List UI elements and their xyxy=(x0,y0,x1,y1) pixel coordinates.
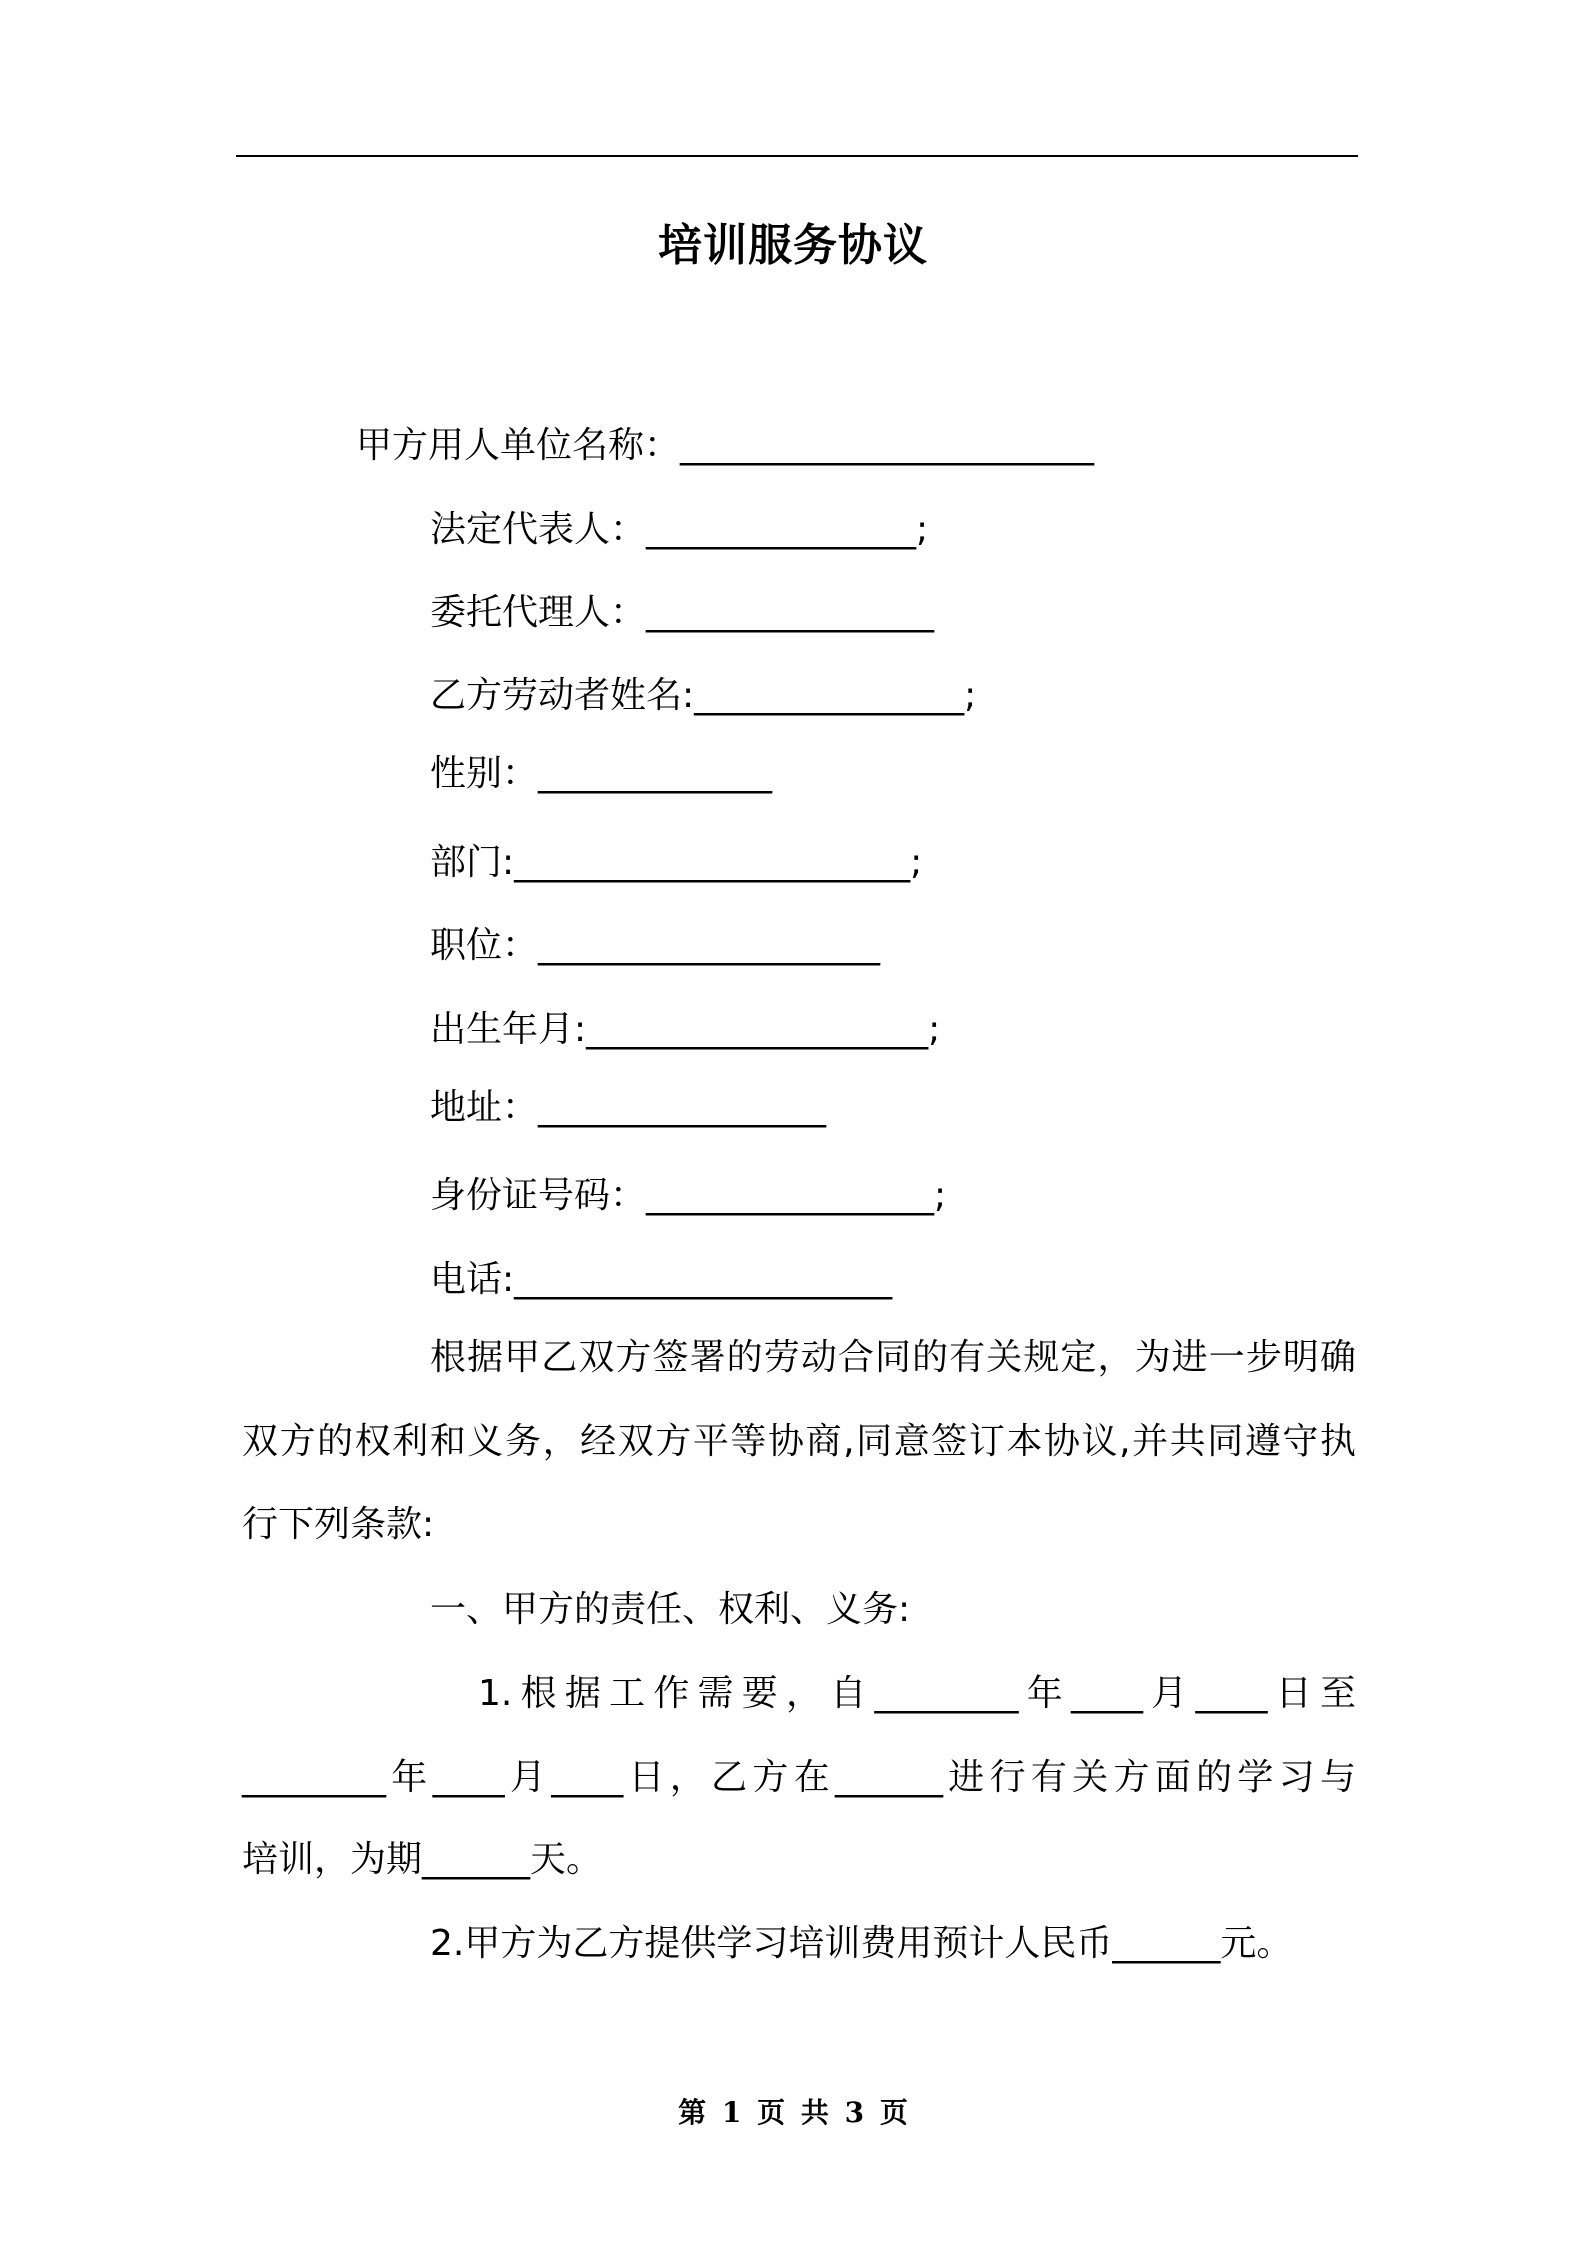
clause-1-line-2: ________年____月____日，乙方在______进行有关方面的学习与 xyxy=(242,1757,1356,1798)
legal-rep-field: 法定代表人：_______________; xyxy=(430,509,929,550)
clause-2: 2.甲方为乙方提供学习培训费用预计人民币______元。 xyxy=(430,1923,1293,1964)
department-field: 部门:______________________; xyxy=(430,842,923,883)
gender-field: 性别：_____________ xyxy=(430,753,773,794)
intro-line-3: 行下列条款: xyxy=(242,1504,435,1545)
clause-1-line-3: 培训，为期______天。 xyxy=(242,1839,603,1880)
agent-field: 委托代理人：________________ xyxy=(430,592,935,633)
position-field: 职位：___________________ xyxy=(430,925,881,966)
intro-line-1: 根据甲乙双方签署的劳动合同的有关规定，为进一步明确 xyxy=(430,1337,1356,1378)
section-1-heading: 一、甲方的责任、权利、义务: xyxy=(430,1589,911,1630)
employer-name-field: 甲方用人单位名称：_______________________ xyxy=(356,425,1095,466)
id-number-field: 身份证号码：________________; xyxy=(430,1175,947,1216)
employee-name-field: 乙方劳动者姓名:_______________; xyxy=(430,675,977,716)
header-rule xyxy=(236,155,1358,157)
address-field: 地址：________________ xyxy=(430,1087,827,1128)
document-title: 培训服务协议 xyxy=(658,220,928,271)
clause-1-line-1: 1.根据工作需要，自________年____月____日至 xyxy=(478,1673,1356,1714)
page-footer: 第 1 页 共 3 页 xyxy=(678,2096,908,2129)
birth-field: 出生年月:___________________; xyxy=(430,1009,941,1050)
intro-line-2: 双方的权利和义务，经双方平等协商,同意签订本协议,并共同遵守执 xyxy=(242,1421,1356,1462)
phone-field: 电话:_____________________ xyxy=(430,1259,893,1300)
